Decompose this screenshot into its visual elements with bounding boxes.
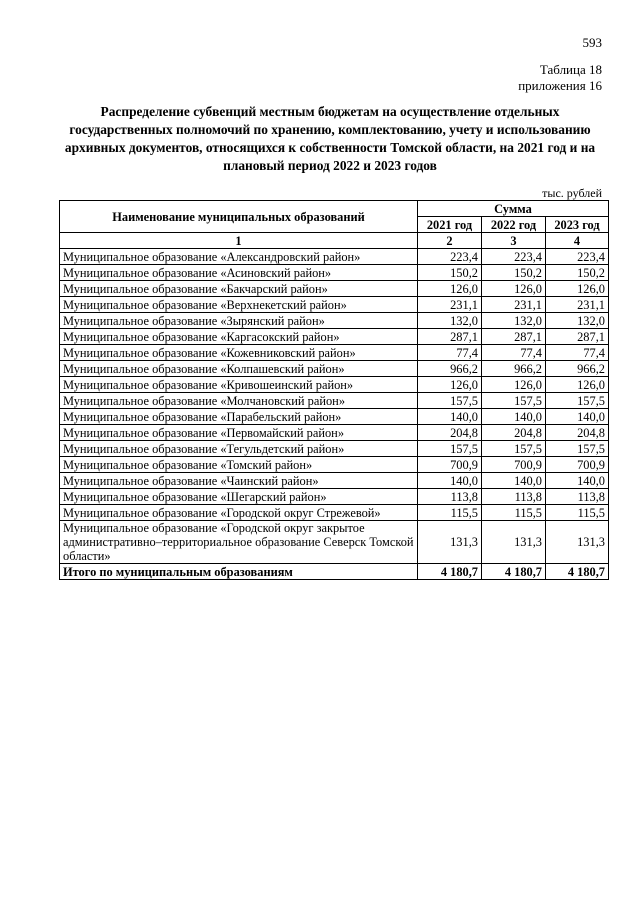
value-2021: 132,0 — [418, 313, 482, 329]
table-row — [60, 265, 609, 281]
value-2023: 113,8 — [546, 489, 609, 505]
value-2021: 131,3 — [418, 521, 482, 564]
value-2022: 287,1 — [482, 329, 546, 345]
municipality-name: Муниципальное образование «Парабельский район» — [60, 409, 418, 425]
value-2021: 204,8 — [418, 425, 482, 441]
value-2021: 157,5 — [418, 393, 482, 409]
value-2021: 77,4 — [418, 345, 482, 361]
value-2021: 700,9 — [418, 457, 482, 473]
municipality-name: Муниципальное образование «Первомайский район» — [60, 425, 418, 441]
table-row — [60, 521, 609, 564]
total-2022: 4 180,7 — [482, 564, 546, 580]
header-year-2022: 2022 год — [482, 217, 546, 233]
value-2022: 204,8 — [482, 425, 546, 441]
municipality-name: Муниципальное образование «Колпашевский район» — [60, 361, 418, 377]
value-2023: 157,5 — [546, 393, 609, 409]
value-2021: 157,5 — [418, 441, 482, 457]
municipality-name: Муниципальное образование «Кривошеинский район» — [60, 377, 418, 393]
value-2023: 115,5 — [546, 505, 609, 521]
value-2021: 223,4 — [418, 249, 482, 265]
col-number-3: 3 — [482, 233, 546, 249]
municipality-name: Муниципальное образование «Бакчарский район» — [60, 281, 418, 297]
table-row — [60, 473, 609, 489]
value-2022: 966,2 — [482, 361, 546, 377]
header-sum: Сумма — [418, 201, 609, 217]
municipality-name: Муниципальное образование «Шегарский район» — [60, 489, 418, 505]
table-row — [60, 489, 609, 505]
value-2023: 131,3 — [546, 521, 609, 564]
col-number-1: 1 — [60, 233, 418, 249]
value-2021: 140,0 — [418, 473, 482, 489]
value-2023: 700,9 — [546, 457, 609, 473]
value-2022: 231,1 — [482, 297, 546, 313]
value-2022: 77,4 — [482, 345, 546, 361]
value-2021: 287,1 — [418, 329, 482, 345]
value-2023: 231,1 — [546, 297, 609, 313]
value-2023: 132,0 — [546, 313, 609, 329]
municipality-name: Муниципальное образование «Асиновский район» — [60, 265, 418, 281]
municipality-name: Муниципальное образование «Городской округ Стрежевой» — [60, 505, 418, 521]
table-ref-line1: Таблица 18 — [539, 62, 602, 77]
table-row — [60, 457, 609, 473]
total-2021: 4 180,7 — [418, 564, 482, 580]
value-2023: 140,0 — [546, 409, 609, 425]
value-2023: 223,4 — [546, 249, 609, 265]
value-2022: 140,0 — [482, 409, 546, 425]
value-2023: 126,0 — [546, 281, 609, 297]
value-2023: 287,1 — [546, 329, 609, 345]
value-2022: 115,5 — [482, 505, 546, 521]
table-row — [60, 297, 609, 313]
municipality-name: Муниципальное образование «Городской округ закрытое административно–территориальное образование Северск Томской области» — [60, 521, 418, 564]
value-2022: 126,0 — [482, 281, 546, 297]
page-number: 593 — [582, 35, 602, 50]
table-reference — [518, 62, 602, 94]
value-2022: 157,5 — [482, 393, 546, 409]
table-row — [60, 409, 609, 425]
municipality-name: Муниципальное образование «Зырянский район» — [60, 313, 418, 329]
value-2023: 966,2 — [546, 361, 609, 377]
table-row — [60, 329, 609, 345]
header-year-2021: 2021 год — [418, 217, 482, 233]
table-row — [60, 361, 609, 377]
value-2022: 126,0 — [482, 377, 546, 393]
total-label: Итого по муниципальным образованиям — [60, 564, 418, 580]
municipality-name: Муниципальное образование «Верхнекетский район» — [60, 297, 418, 313]
value-2023: 126,0 — [546, 377, 609, 393]
municipality-name: Муниципальное образование «Чаинский район» — [60, 473, 418, 489]
municipality-name: Муниципальное образование «Александровский район» — [60, 249, 418, 265]
value-2022: 140,0 — [482, 473, 546, 489]
table-row — [60, 249, 609, 265]
table-body — [60, 249, 609, 564]
value-2022: 150,2 — [482, 265, 546, 281]
value-2022: 700,9 — [482, 457, 546, 473]
value-2021: 231,1 — [418, 297, 482, 313]
value-2021: 966,2 — [418, 361, 482, 377]
col-number-2: 2 — [418, 233, 482, 249]
value-2021: 126,0 — [418, 281, 482, 297]
value-2023: 204,8 — [546, 425, 609, 441]
value-2022: 113,8 — [482, 489, 546, 505]
value-2023: 157,5 — [546, 441, 609, 457]
table-row — [60, 425, 609, 441]
table-ref-line2: приложения 16 — [518, 78, 602, 93]
table-row — [60, 377, 609, 393]
value-2021: 115,5 — [418, 505, 482, 521]
document-title: Распределение субвенций местным бюджетам на осуществление отдельных государственных полномочий по хранению, комплектованию, учету и использованию архивных документов, относящихся к собственности Томской области, на 2021 год и на плановый период 2022 и 2023 годов — [64, 104, 596, 173]
total-row — [60, 564, 609, 580]
value-2023: 77,4 — [546, 345, 609, 361]
col-number-4: 4 — [546, 233, 609, 249]
value-2022: 223,4 — [482, 249, 546, 265]
subsidy-table — [59, 200, 609, 580]
municipality-name: Муниципальное образование «Кожевниковский район» — [60, 345, 418, 361]
value-2021: 126,0 — [418, 377, 482, 393]
municipality-name: Муниципальное образование «Молчановский район» — [60, 393, 418, 409]
value-2021: 113,8 — [418, 489, 482, 505]
value-2021: 140,0 — [418, 409, 482, 425]
value-2022: 132,0 — [482, 313, 546, 329]
table-row — [60, 393, 609, 409]
value-2022: 157,5 — [482, 441, 546, 457]
table-row — [60, 345, 609, 361]
total-2023: 4 180,7 — [546, 564, 609, 580]
municipality-name: Муниципальное образование «Томский район» — [60, 457, 418, 473]
table-row — [60, 281, 609, 297]
table-row — [60, 441, 609, 457]
value-2023: 150,2 — [546, 265, 609, 281]
value-2023: 140,0 — [546, 473, 609, 489]
value-2021: 150,2 — [418, 265, 482, 281]
header-year-2023: 2023 год — [546, 217, 609, 233]
table-row — [60, 313, 609, 329]
municipality-name: Муниципальное образование «Каргасокский район» — [60, 329, 418, 345]
table-row — [60, 505, 609, 521]
units-label: тыс. рублей — [542, 186, 602, 200]
header-name: Наименование муниципальных образований — [60, 201, 418, 233]
value-2022: 131,3 — [482, 521, 546, 564]
municipality-name: Муниципальное образование «Тегульдетский район» — [60, 441, 418, 457]
